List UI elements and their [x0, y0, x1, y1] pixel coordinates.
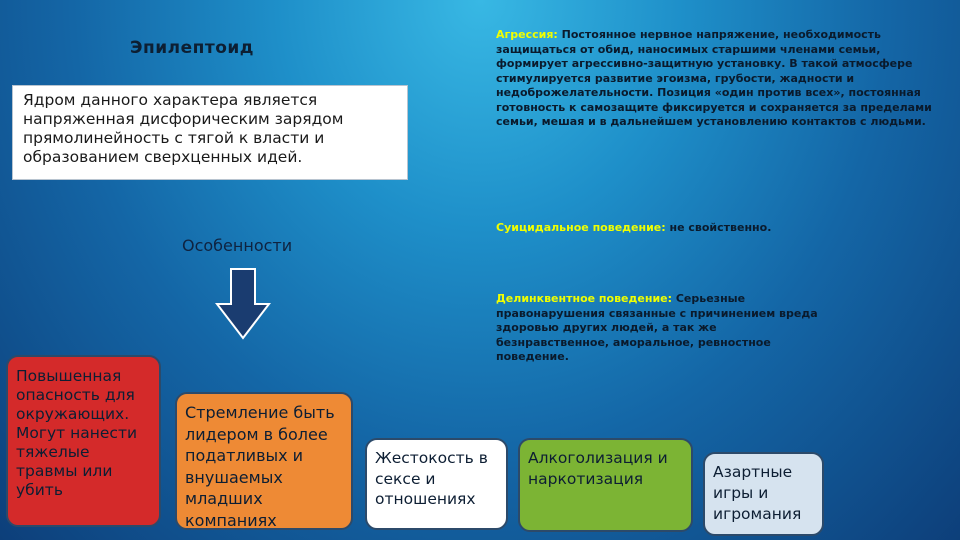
slide-title: Эпилептоид: [130, 38, 255, 58]
features-heading: Особенности: [182, 236, 293, 255]
delinquent-label: Делинквентное поведение:: [496, 292, 673, 305]
delinquent-body: Серьезные правонарушения связанные с причинением вреда здоровью других людей, а так же безнравственное, аморальное, ревностное поведение.: [496, 292, 818, 363]
down-arrow-icon: [215, 268, 271, 340]
card-gambling: Азартные игры и игромания: [703, 452, 824, 536]
aggression-label: Агрессия:: [496, 28, 558, 41]
suicidal-label: Суицидальное поведение:: [496, 221, 666, 234]
card-danger: Повышенная опасность для окружающих. Могут нанести тяжелые травмы или убить: [6, 355, 161, 527]
suicidal-body: не свойственно.: [665, 221, 772, 234]
card-cruelty: Жестокость в сексе и отношениях: [365, 438, 508, 530]
aggression-body: Постоянное нервное напряжение, необходимость защищаться от обид, наносимых старшими членами семьи, формирует агрессивно-защитную установку. В такой атмосфере стимулируется развитие эгоизма, грубости, жадности и недоброжелательности. Позиция «один против всех», постоянная готовность к самозащите фиксируется и сохраняется за пределами семьи, мешая и в дальнейшем установлению контактов с людьми.: [496, 28, 932, 128]
card-alcoholism: Алкоголизация и наркотизация: [518, 438, 693, 532]
aggression-text: [496, 28, 946, 130]
card-leadership: Стремление быть лидером в более податливых и внушаемых младших компаниях: [175, 392, 353, 530]
delinquent-text: [496, 292, 826, 365]
core-description-box: Ядром данного характера является напряженная дисфорическим зарядом прямолинейность с тягой к власти и образованием сверхценных идей.: [12, 85, 408, 180]
suicidal-text: [496, 221, 946, 236]
